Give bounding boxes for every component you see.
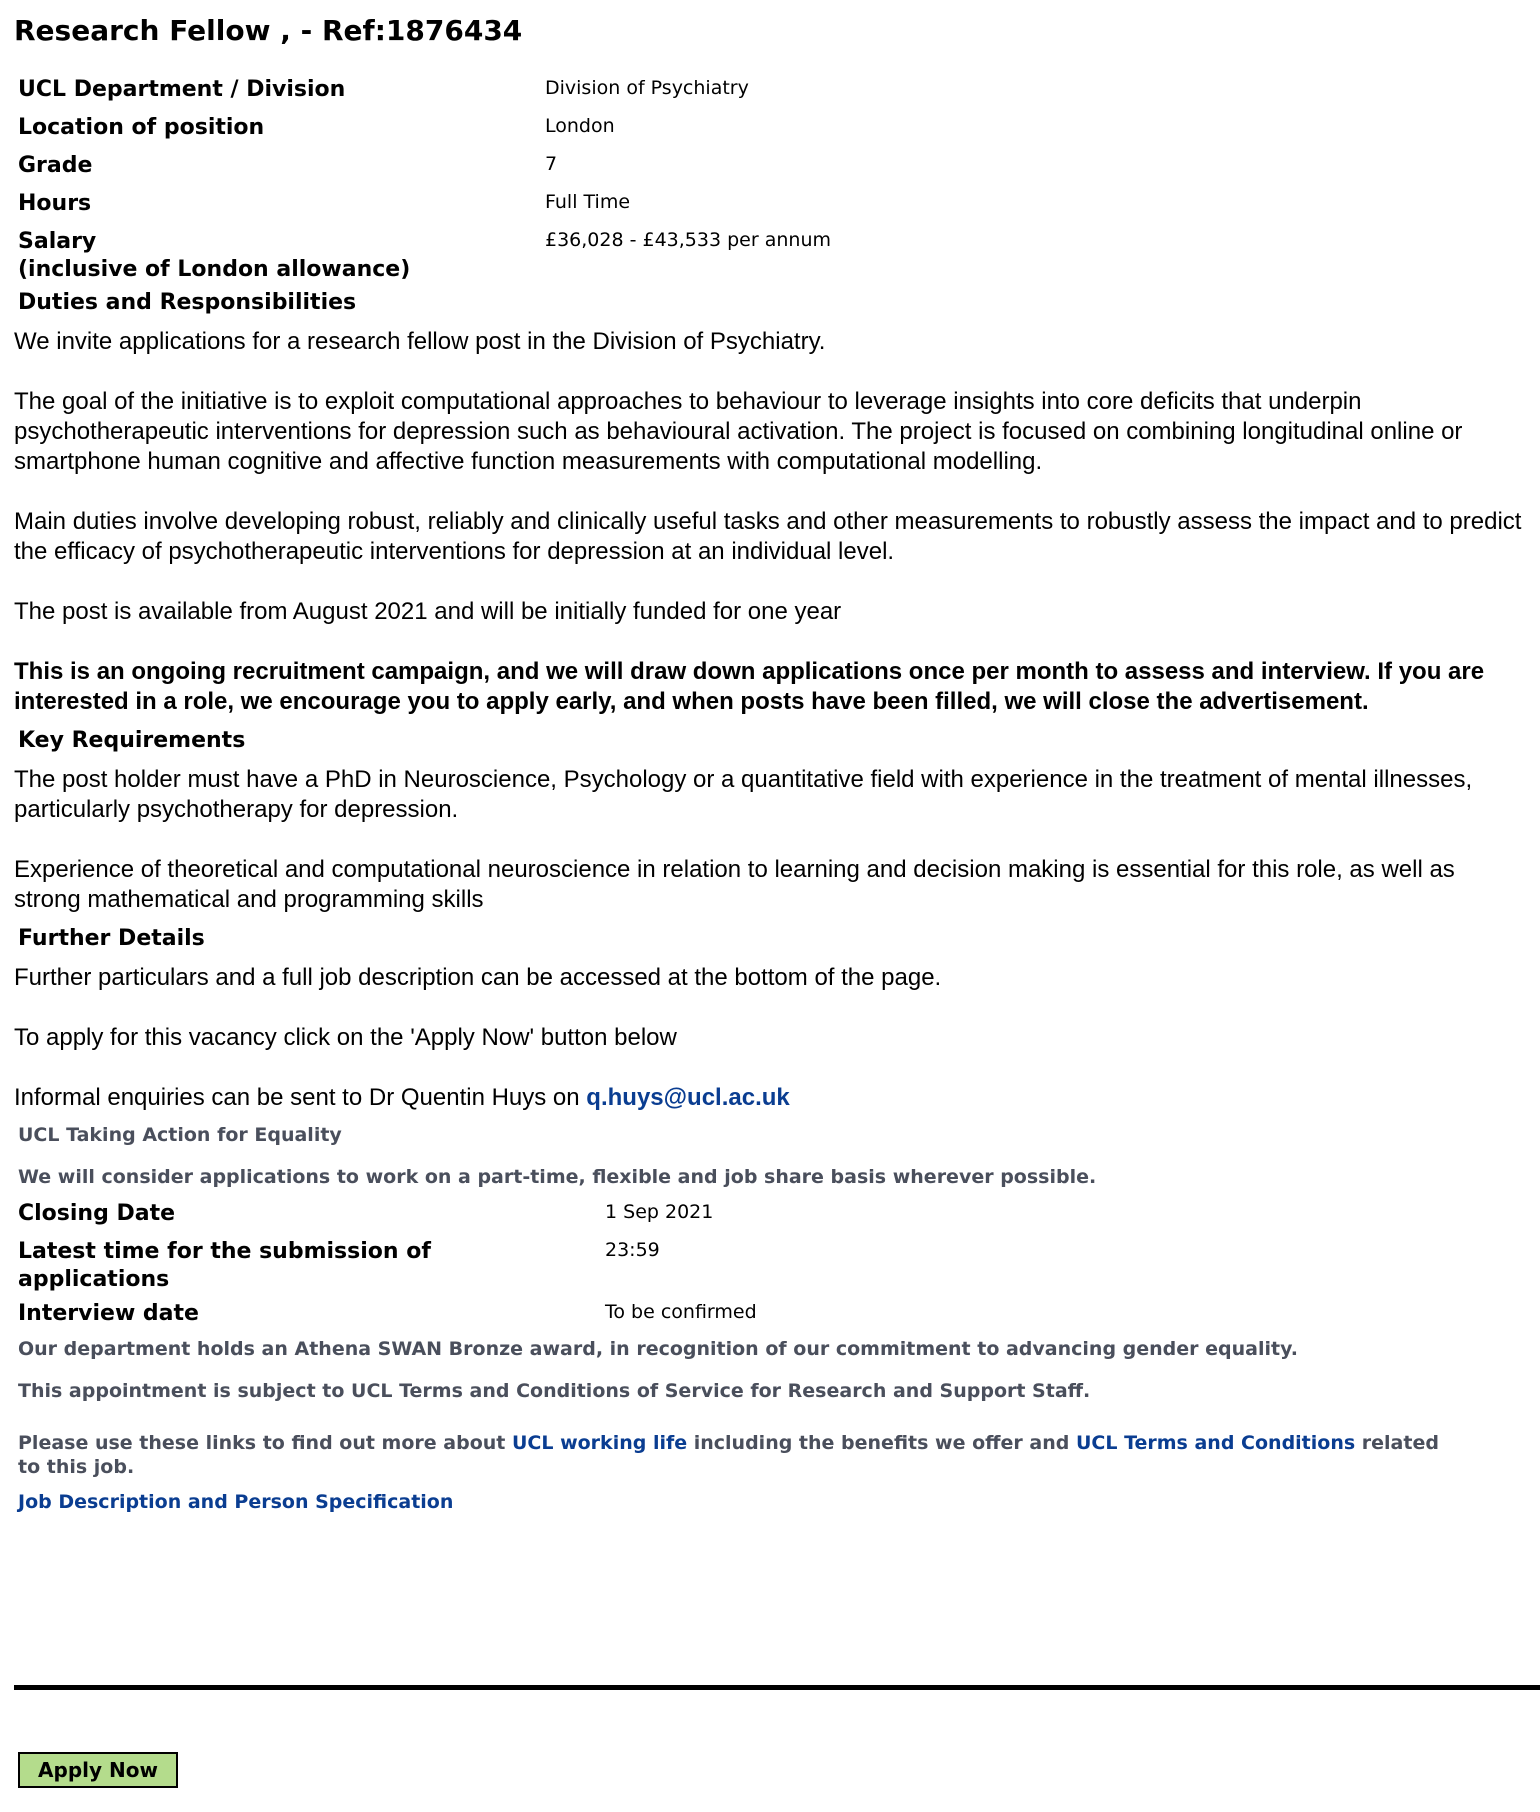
info-label: Hours xyxy=(18,191,92,216)
links-text: Please use these links to find out more about xyxy=(18,1432,512,1454)
duties-heading: Duties and Responsibilities xyxy=(18,290,357,315)
info-table-top xyxy=(18,76,831,290)
info-label xyxy=(18,228,545,290)
links-text: including the benefits we offer and xyxy=(687,1432,1076,1454)
info-label: Grade xyxy=(18,153,93,178)
further-paragraph: Further particulars and a full job description can be accessed at the bottom of the page. xyxy=(14,964,942,991)
info-label: Interview date xyxy=(18,1301,199,1326)
equality-text: We will consider applications to work on a part-time, flexible and job share basis wherever possible. xyxy=(18,1166,1097,1188)
further-paragraph: To apply for this vacancy click on the 'Apply Now' button below xyxy=(14,1024,677,1051)
enquiries-paragraph xyxy=(14,1083,1526,1113)
requirements-heading: Key Requirements xyxy=(18,728,246,753)
requirements-paragraph: Experience of theoretical and computational neuroscience in relation to learning and decision making is essential for this role, as well as strong mathematical and programming skills xyxy=(14,856,1455,913)
info-value: 1 Sep 2021 xyxy=(605,1201,714,1223)
info-label: Latest time for the submission of applications xyxy=(18,1239,431,1292)
further-details-section xyxy=(14,963,1526,1113)
info-row-closing-date xyxy=(18,1200,757,1238)
further-details-heading: Further Details xyxy=(18,926,205,951)
links-text: related to this job. xyxy=(18,1432,1439,1478)
duties-paragraph: We invite applications for a research fellow post in the Division of Psychiatry. xyxy=(14,328,826,355)
job-description-link[interactable]: Job Description and Person Specification xyxy=(18,1491,454,1513)
info-value: 23:59 xyxy=(605,1239,660,1261)
athena-swan-text: Our department holds an Athena SWAN Bronze award, in recognition of our commitment to advancing gender equality. xyxy=(18,1338,1298,1360)
ucl-terms-link[interactable]: UCL Terms and Conditions xyxy=(1075,1432,1356,1454)
info-label: Closing Date xyxy=(18,1201,176,1226)
info-value: Full Time xyxy=(545,191,631,213)
info-row-hours xyxy=(18,190,831,228)
apply-now-button[interactable]: Apply Now xyxy=(18,1752,178,1788)
requirements-paragraph: The post holder must have a PhD in Neuroscience, Psychology or a quantitative field with experience in the treatment of mental illnesses, particularly psychotherapy for depression. xyxy=(14,766,1473,823)
info-row-salary xyxy=(18,228,831,290)
divider xyxy=(14,1685,1540,1690)
links-paragraph xyxy=(18,1431,1448,1479)
info-value: Division of Psychiatry xyxy=(545,77,749,99)
info-value: 7 xyxy=(545,153,558,175)
info-value: To be confirmed xyxy=(605,1301,757,1323)
equality-heading: UCL Taking Action for Equality xyxy=(18,1124,342,1146)
info-row-department xyxy=(18,76,831,114)
duties-paragraph: Main duties involve developing robust, reliably and clinically useful tasks and other measurements to robustly assess the impact and to predict the efficacy of psychotherapeutic interventions for depression at an individual level. xyxy=(14,508,1522,565)
info-row-grade xyxy=(18,152,831,190)
duties-section xyxy=(14,327,1526,717)
terms-text: This appointment is subject to UCL Terms and Conditions of Service for Research and Support Staff. xyxy=(18,1380,1091,1402)
info-row-latest-time xyxy=(18,1238,757,1300)
requirements-section xyxy=(14,765,1526,915)
info-table-bottom xyxy=(18,1200,757,1338)
page-title: Research Fellow , - Ref:1876434 xyxy=(14,14,523,47)
enquiries-text: Informal enquiries can be sent to Dr Quentin Huys on xyxy=(14,1084,587,1111)
ucl-working-life-link[interactable]: UCL working life xyxy=(511,1432,688,1454)
email-link[interactable]: q.huys@ucl.ac.uk xyxy=(586,1084,790,1111)
salary-label-note: (inclusive of London allowance) xyxy=(18,257,411,282)
info-label: UCL Department / Division xyxy=(18,77,346,102)
info-label: Location of position xyxy=(18,115,265,140)
salary-label: Salary xyxy=(18,229,97,254)
duties-paragraph: The post is available from August 2021 and will be initially funded for one year xyxy=(14,598,842,625)
duties-paragraph: The goal of the initiative is to exploit computational approaches to behaviour to leverage insights into core deficits that underpin psychotherapeutic interventions for depression such as behavioural activation. The project is focused on combining longitudinal online or smartphone human cognitive and affective function measurements with computational modelling. xyxy=(14,388,1463,475)
info-value: £36,028 - £43,533 per annum xyxy=(545,229,831,251)
job-description-row xyxy=(18,1490,1526,1514)
job-page xyxy=(14,0,1526,1514)
info-row-location xyxy=(18,114,831,152)
info-value: London xyxy=(545,115,615,137)
recruitment-notice: This is an ongoing recruitment campaign, and we will draw down applications once per month to assess and interview. If you are interested in a role, we encourage you to apply early, and when posts have been filled, we will close the advertisement. xyxy=(14,658,1485,715)
info-row-interview-date xyxy=(18,1300,757,1338)
